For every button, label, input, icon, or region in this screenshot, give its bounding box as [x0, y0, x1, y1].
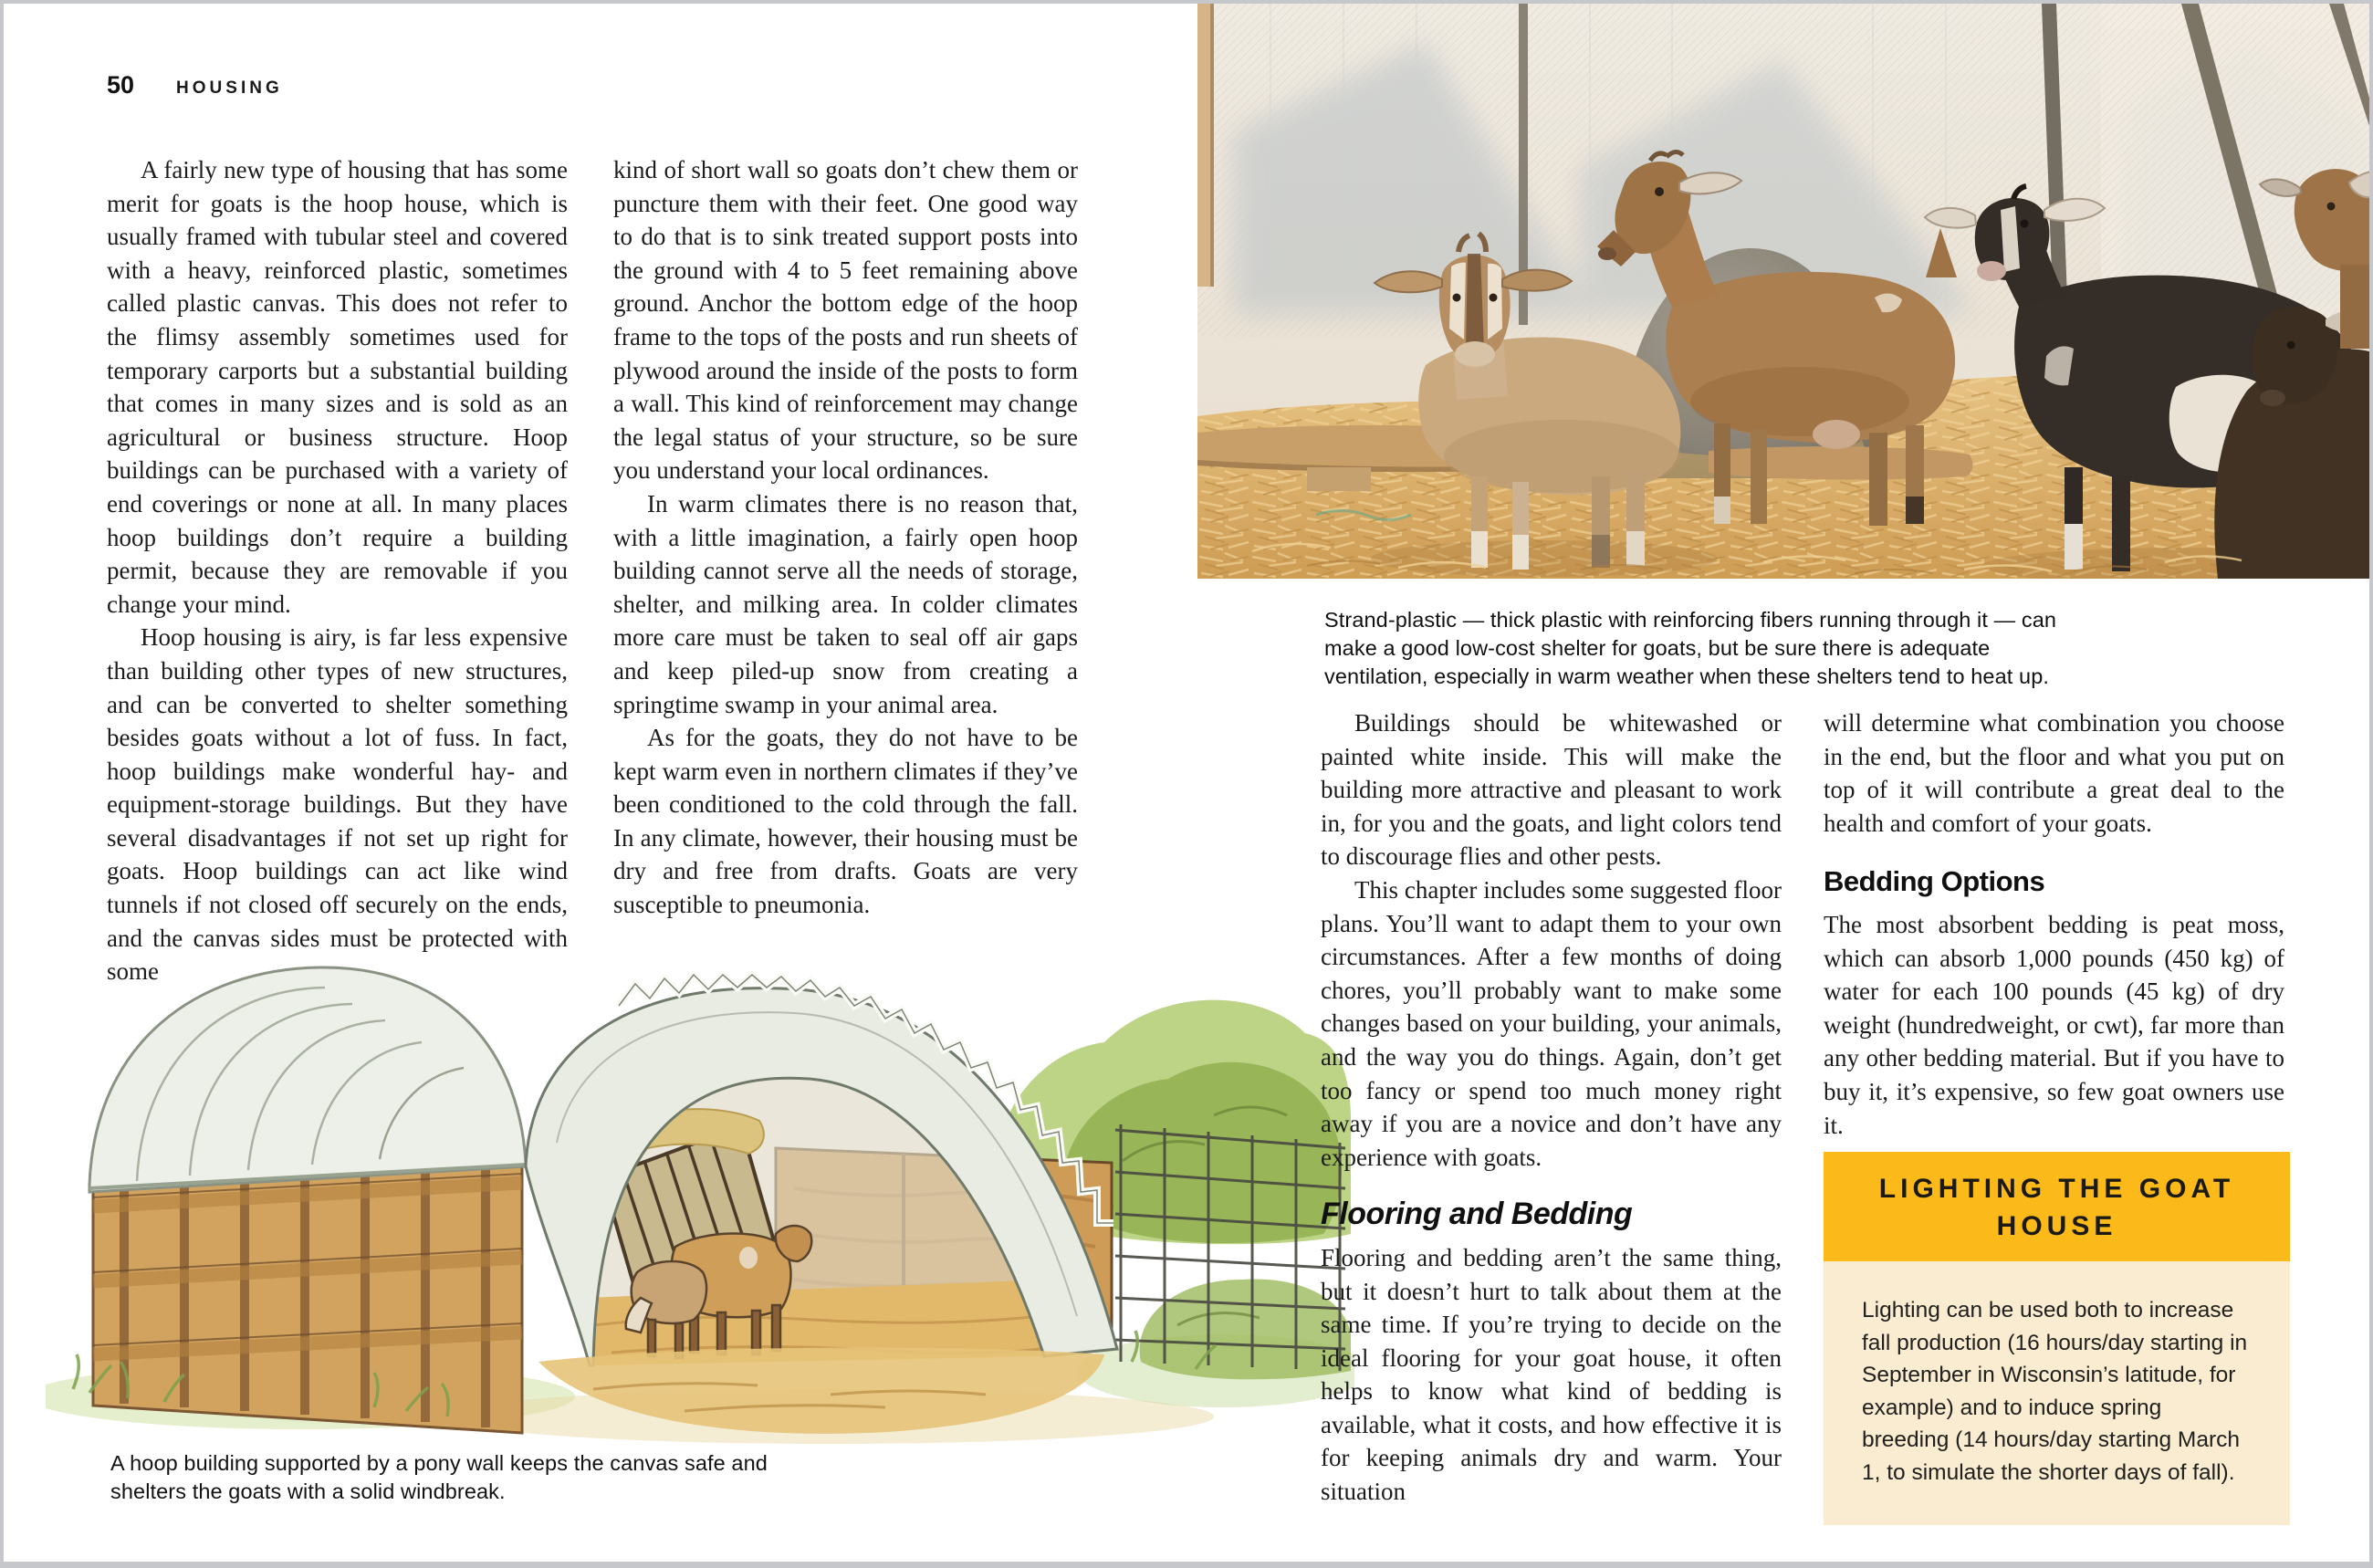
- paragraph: As for the goats, they do not have to be kept warm even in northern climates if they’ve been conditioned to the cold through the fall. In any climate, however, their housing must be dry and free from drafts. Goats are very susceptible to pneumonia.: [613, 724, 1078, 919]
- canvas-roof: [89, 967, 526, 1192]
- paragraph: Buildings should be whitewashed or painted white inside. This will make the building more attractive and pleasant to work in, for you and the goats, and light colors tend to discourage flies and other pests.: [1321, 709, 1782, 871]
- left-page-column-2: [613, 153, 1078, 922]
- page-number: 50: [107, 71, 135, 99]
- left-page-column-1: [107, 153, 568, 988]
- paragraph: Flooring and bedding aren’t the same thing, but it doesn’t hurt to talk about them at the same time. If you’re trying to decide on the ideal flooring for your goat house, it often helps to know what kind of bedding is available, what it costs, and how effective it is for keeping animals dry and warm. Your situation: [1321, 1243, 1782, 1506]
- chapter-title: HOUSING: [176, 78, 283, 98]
- photo-caption: Strand-plastic — thick plastic with reinforcing fibers running through it — can make a good low-cost shelter for goats, but be sure there is adequate ventilation, especially in warm weather when these shelters tend to heat up.: [1324, 608, 2057, 688]
- goat-photo: [1197, 4, 2373, 579]
- sidebar-body: Lighting can be used both to increase fall production (16 hours/day starting in September in Wisconsin’s latitude, for example) and to induce spring breeding (14 hours/day starting March 1, to simulate the shorter days of fall).: [1824, 1261, 2290, 1525]
- running-header: [107, 71, 283, 99]
- hoop-building-illustration-svg: [46, 933, 1354, 1446]
- paragraph: Hoop housing is airy, is far less expensive than building other types of new structures, and can be converted to shelter something besides goats without a lot of fuss. In fact, hoop buildings make wonderful hay- and equipment-storage buildings. But they have several disadvantages if not set up right for goats. Hoop buildings can act like wind tunnels if not closed off securely on the ends, and the canvas sides must be protected with some: [107, 623, 568, 986]
- paragraph: will determine what combination you choose in the end, but the floor and what you put on top of it will contribute a great deal to the health and comfort of your goats.: [1824, 709, 2284, 837]
- right-page-column-2: [1824, 706, 2284, 1142]
- goat-photo-svg: [1197, 4, 2373, 579]
- paragraph: This chapter includes some suggested floor plans. You’ll want to adapt them to your own circumstances. After a few months of doing chores, you’ll probably want to make some changes based on your building, your animals, and the way you do things. Again, don’t get too fancy or spend too much money right away if you are a novice and don’t have any experience with goats.: [1321, 875, 1782, 1171]
- illustration-caption: A hoop building supported by a pony wall keeps the canvas safe and shelters the goats with a solid windbreak.: [110, 1451, 768, 1503]
- pony-wall: [93, 1152, 522, 1433]
- paragraph: kind of short wall so goats don’t chew them or puncture them with their feet. One good way to do that is to sink treated support posts into the ground with 4 to 5 feet remaining above ground. Anchor the bottom edge of the hoop frame to the tops of the posts and run sheets of plywood around the inside of the posts to form a wall. This kind of reinforcement may change the legal status of your structure, so be sure you understand your local ordinances.: [613, 156, 1078, 485]
- sidebar-title: LIGHTING THE GOAT HOUSE: [1824, 1152, 2290, 1261]
- hoop-building-illustration: [46, 933, 1354, 1446]
- paragraph: The most absorbent bedding is peat moss, which can absorb 1,000 pounds (450 kg) of water for each 100 pounds (45 kg) of dry weight (hundredweight, or cwt), far more than any other bedding material. But if you have to buy it, it’s expensive, so few goat owners use it.: [1824, 910, 2284, 1139]
- section-heading-bedding: Bedding Options: [1824, 865, 2045, 898]
- right-page-column-1: [1321, 706, 1782, 1509]
- paragraph: In warm climates there is no reason that, with a little imagination, a fairly open hoop building cannot serve all the needs of storage, shelter, and milking area. In colder climates more care must be taken to seal off air gaps and keep piled-up snow from creating a springtime swamp in your animal area.: [613, 489, 1078, 718]
- paragraph: A fairly new type of housing that has some merit for goats is the hoop house, which is usually framed with tubular steel and covered with a heavy, reinforced plastic, sometimes called plastic canvas. This does not refer to the flimsy assembly sometimes used for temporary carports but a substantial building that comes in many sizes and is sold as an agricultural or business structure. Hoop buildings can be purchased with a variety of end coverings or none at all. In many places hoop buildings don’t require a building permit, because they are removable if you change your mind.: [107, 156, 568, 618]
- section-heading-flooring: Flooring and Bedding: [1321, 1197, 1633, 1232]
- lighting-sidebar: [1824, 1152, 2290, 1525]
